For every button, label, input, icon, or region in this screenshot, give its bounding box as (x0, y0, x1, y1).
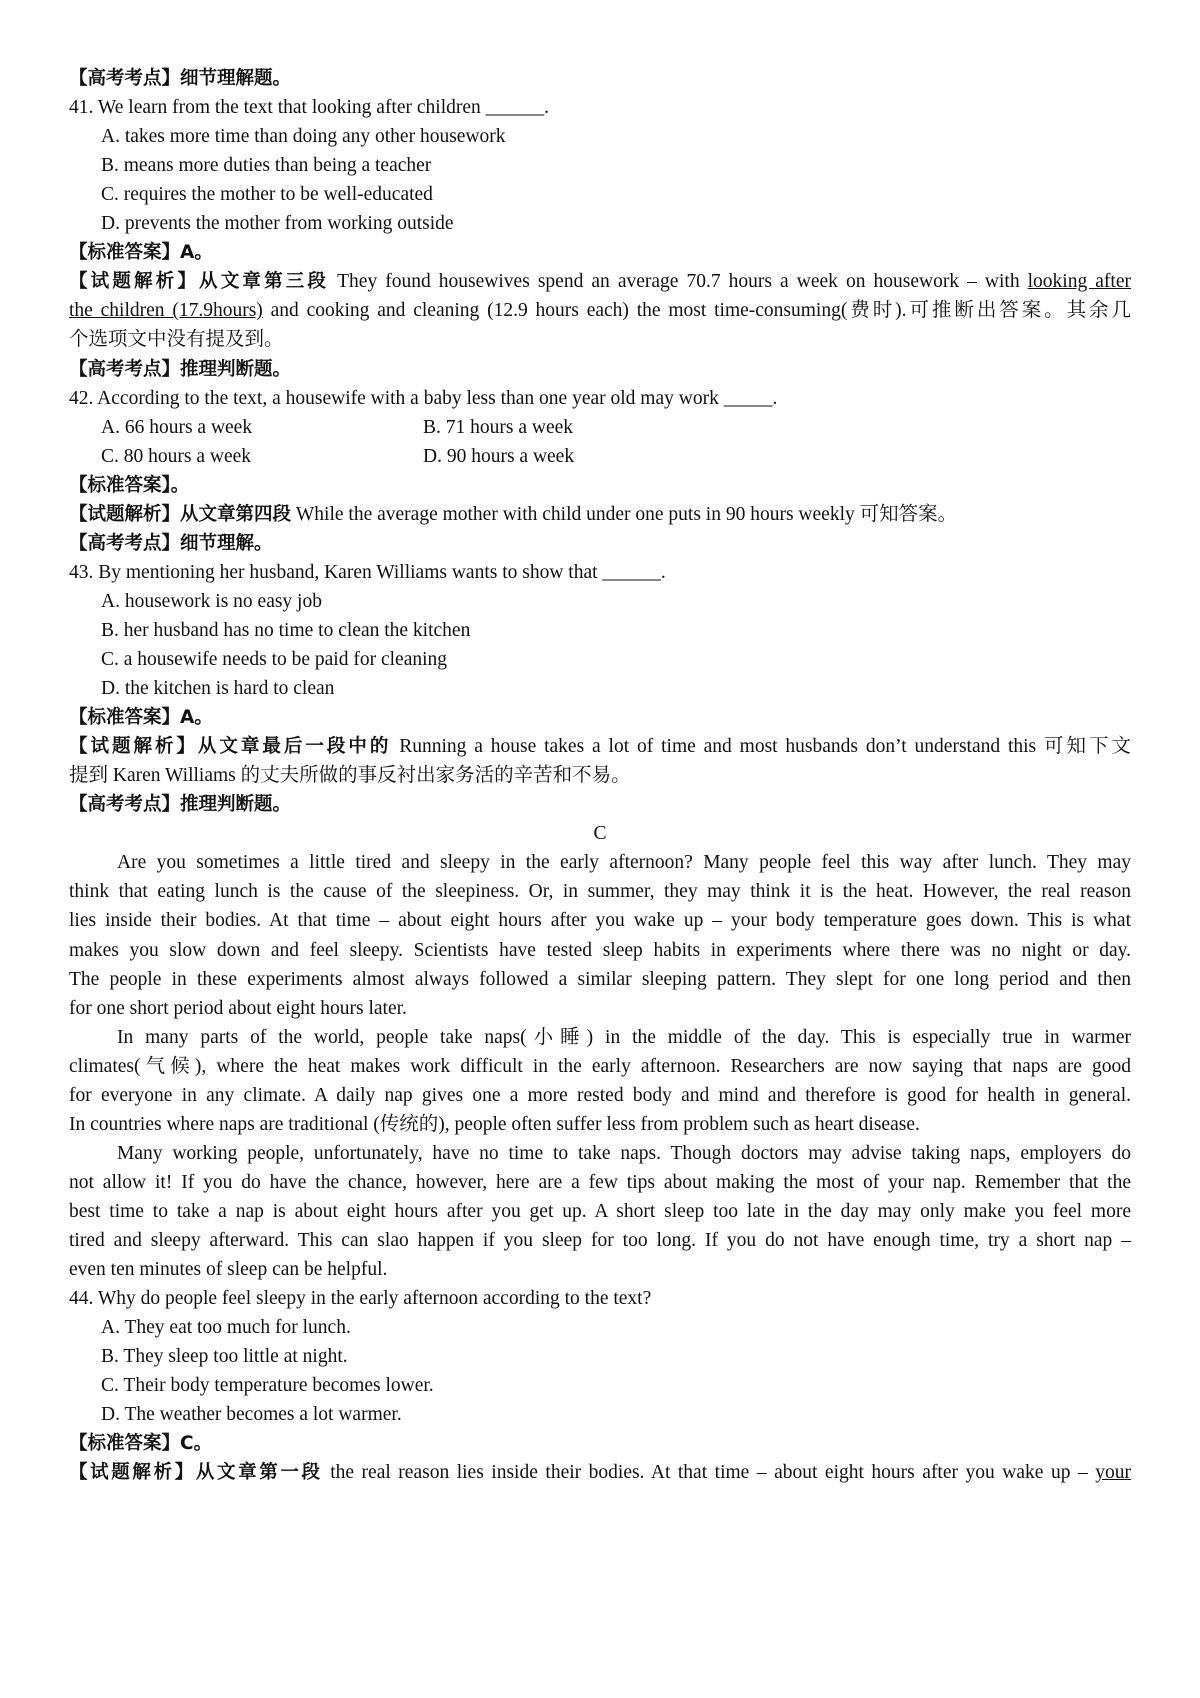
text-run: think that eating lunch is the cause of the sleepiness. Or, in summer, they may think it is the heat. However, the real reason (69, 881, 1131, 903)
section-label: 【标准答案】C。 (69, 1433, 213, 1455)
answer-option: C. a housewife needs to be paid for cleaning (101, 649, 448, 670)
text-run: makes you slow down and feel sleepy. Scientists have tested sleep habits in experiments where there was no night or day. (69, 939, 1131, 961)
text-line (69, 1228, 1131, 1254)
text-line: 个选项文中没有提及到。 (69, 329, 284, 351)
text-run: Running a house takes a lot of time and most husbands don’t understand this 可知下文 (391, 736, 1131, 758)
text-line (69, 1054, 1131, 1080)
text-run: best time to take a nap is about eight hours after you get up. A short sleep too late in the day may only make you feel more (69, 1200, 1131, 1222)
underlined-text: your (1095, 1462, 1131, 1484)
text-run: the real reason lies inside their bodies. At that time – about eight hours after you wake up – (322, 1462, 1096, 1484)
text-run: While the average mother with child under one puts in 90 hours weekly 可知答案。 (291, 503, 958, 525)
answer-option: B. 71 hours a week (423, 416, 574, 438)
text-run: lies inside their bodies. At that time – about eight hours after you wake up – your body temperature goes down. This is what (69, 910, 1131, 932)
section-label: 【高考考点】细节理解。 (69, 532, 273, 554)
text-line: even ten minutes of sleep can be helpful. (69, 1259, 388, 1281)
underlined-text: looking after (1027, 271, 1131, 293)
section-label: 【标准答案】A。 (69, 707, 213, 729)
text-line: for one short period about eight hours later. (69, 997, 407, 1019)
answer-option: D. prevents the mother from working outside (101, 213, 454, 235)
answer-option: B. her husband has no time to clean the kitchen (101, 619, 471, 641)
answer-option: D. 90 hours a week (423, 445, 575, 467)
section-label: 【高考考点】推理判断题。 (69, 794, 292, 816)
text-run: not allow it! If you do have the chance, however, here are a few tips about making the most of your nap. Remember that the (69, 1171, 1131, 1193)
text-line (69, 850, 1131, 876)
answer-option: D. The weather becomes a lot warmer. (101, 1404, 402, 1426)
text-run: They found housewives spend an average 70.7 hours a week on housework – with (329, 271, 1028, 293)
text-run: Are you sometimes a little tired and sleepy in the early afternoon? Many people feel this way after lunch. They may (117, 852, 1131, 874)
question-text: 41. We learn from the text that looking after children ______. (69, 97, 550, 119)
section-label: 【试题解析】从文章第四段 (69, 503, 292, 525)
text-run: Many working people, unfortunately, have no time to take naps. Though doctors may advise taking naps, employers do (117, 1142, 1131, 1164)
text-line (69, 1170, 1131, 1196)
text-run: and cooking and cleaning (12.9 hours each) the most time-consuming(费时).可推断出答案。其余几 (262, 300, 1131, 322)
answer-option: B. means more duties than being a teacher (101, 155, 432, 177)
section-label: 【试题解析】从文章最后一段中的 (69, 736, 392, 758)
text-line (69, 1460, 1131, 1486)
text-line (69, 1083, 1131, 1109)
text-line (69, 1199, 1131, 1225)
text-run: for everyone in any climate. A daily nap gives one a more rested body and mind and therefore is good for health in general. (69, 1084, 1131, 1106)
text-run: climates(气候), where the heat makes work difficult in the early afternoon. Researchers are now saying that naps are good (69, 1055, 1131, 1077)
text-line (69, 879, 1131, 905)
text-line: In countries where naps are traditional (传统的), people often suffer less from problem such as heart disease. (69, 1113, 920, 1135)
text-line (69, 734, 1131, 760)
section-label: 【标准答案】。 (69, 474, 190, 496)
text-line (69, 502, 957, 528)
section-label: 【高考考点】细节理解题。 (69, 68, 292, 89)
answer-option: B. They sleep too little at night. (101, 1346, 348, 1368)
section-label: 【试题解析】从文章第三段 (69, 271, 330, 293)
text-line (69, 269, 1131, 295)
section-label: 【高考考点】推理判断题。 (69, 358, 292, 380)
answer-option: C. 80 hours a week (101, 445, 252, 467)
underlined-text: the children (17.9hours) (69, 300, 263, 322)
text-line (69, 1025, 1131, 1051)
text-run: In many parts of the world, people take naps(小睡) in the middle of the day. This is especially true in warmer (117, 1026, 1131, 1048)
answer-option: A. They eat too much for lunch. (101, 1317, 351, 1339)
question-text: 43. By mentioning her husband, Karen Williams wants to show that ______. (69, 561, 666, 583)
section-label: 【标准答案】A。 (69, 242, 213, 264)
text-line (69, 938, 1131, 964)
answer-option: A. takes more time than doing any other housework (101, 126, 506, 148)
section-label: 【试题解析】从文章第一段 (69, 1462, 323, 1484)
text-line (69, 908, 1131, 934)
text-run: The people in these experiments almost always followed a similar sleeping pattern. They slept for one long period and then (69, 968, 1131, 990)
question-text: 42. According to the text, a housewife with a baby less than one year old may work _____. (69, 387, 778, 409)
answer-option: A. 66 hours a week (101, 416, 253, 438)
question-text: 44. Why do people feel sleepy in the early afternoon according to the text? (69, 1288, 652, 1310)
text-line (69, 1141, 1131, 1167)
answer-option: C. Their body temperature becomes lower. (101, 1375, 434, 1397)
section-heading: C (593, 823, 607, 845)
answer-option: C. requires the mother to be well-educated (101, 184, 433, 206)
text-run: tired and sleepy afterward. This can slao happen if you sleep for too long. If you do not have enough time, try a short nap – (69, 1230, 1131, 1251)
text-line (69, 967, 1131, 993)
text-line (69, 298, 1131, 324)
answer-option: A. housework is no easy job (101, 590, 322, 612)
text-line: 提到 Karen Williams 的丈夫所做的事反衬出家务活的辛苦和不易。 (69, 765, 631, 787)
answer-option: D. the kitchen is hard to clean (101, 678, 335, 700)
